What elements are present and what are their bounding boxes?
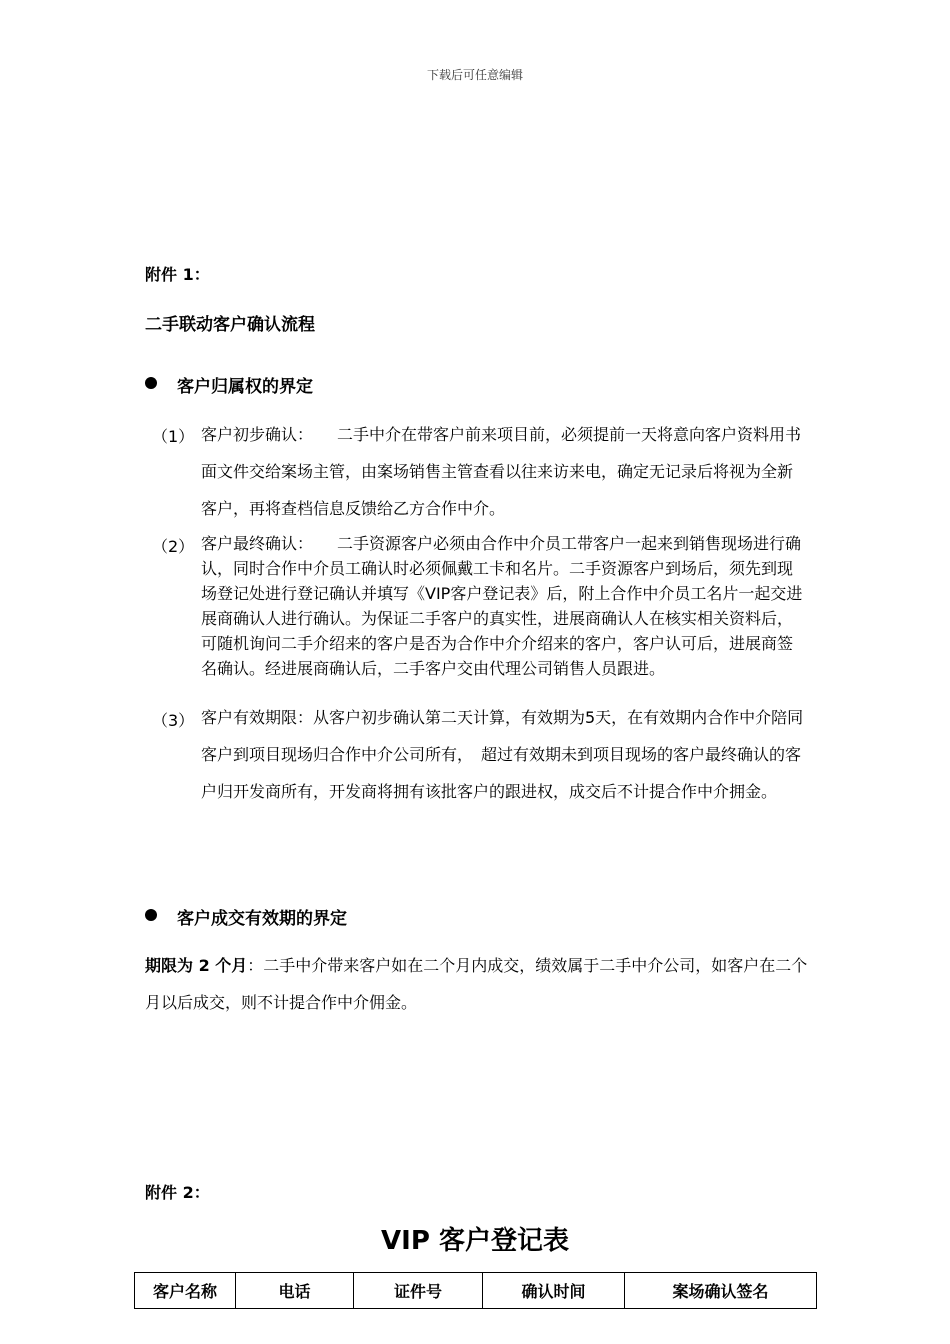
section-heading-ownership: 客户归属权的界定 — [177, 377, 313, 397]
column-header-customer-name: 客户名称 — [135, 1273, 236, 1309]
item-initial-confirmation: 客户初步确认： 二手中介在带客户前来项目前，必须提前一天将意向客户资料用书面文件交给案场主管，由案场销售主管查看以往来访来电，确定无记录后将视为全新客户，再将查档信息反馈给乙方合作中介。 — [201, 425, 802, 518]
section-heading-deal-validity: 客户成交有效期的界定 — [177, 909, 347, 929]
column-header-id-number: 证件号 — [354, 1273, 483, 1309]
item-final-confirmation: 客户最终确认： 二手资源客户必须由合作中介员工带客户一起来到销售现场进行确认，同时合作中介员工确认时必须佩戴工卡和名片。二手资源客户到场后，须先到现场登记处进行登记确认并填写《VIP客户登记表》后，附上合作中介员工名片一起交进展商确认人进行确认。为保证二手客户的真实性，进展商确认人在核实相关资料后，可随机询问二手介绍来的客户是否为合作中介介绍来的客户，客户认可后，进展商签名确认。经进展商确认后，二手客户交由代理公司销售人员跟进。 — [201, 534, 803, 678]
attachment-2-label: 附件 2： — [145, 1183, 210, 1202]
document-title: 二手联动客户确认流程 — [145, 315, 315, 335]
header-note: 下载后可任意编辑 — [426, 68, 523, 82]
bullet-icon — [145, 909, 157, 921]
table-header-row — [135, 1273, 817, 1309]
vip-registration-table — [134, 1272, 817, 1309]
bullet-icon — [145, 377, 157, 389]
deal-validity-lead: 期限为 2 个月 — [145, 956, 248, 975]
attachment-1-label: 附件 1： — [145, 265, 210, 284]
item-validity-period: 客户有效期限：从客户初步确认第二天计算，有效期为5天，在有效期内合作中介陪同客户到项目现场归合作中介公司所有， 超过有效期未到项目现场的客户最终确认的客户归开发商所有，开发商将拥有该批客户的跟进权，成交后不计提合作中介拥金。 — [201, 708, 804, 801]
item-number: （2） — [152, 537, 195, 556]
column-header-confirm-time: 确认时间 — [483, 1273, 625, 1309]
column-header-signature: 案场确认签名 — [625, 1273, 817, 1309]
column-header-phone: 电话 — [236, 1273, 354, 1309]
deal-validity-text: ：二手中介带来客户如在二个月内成交，绩效属于二手中介公司，如客户在二个月以后成交，则不计提合作中介佣金。 — [145, 956, 808, 1012]
item-number: （1） — [152, 427, 195, 446]
form-title: VIP 客户登记表 — [381, 1226, 569, 1256]
item-number: （3） — [152, 711, 195, 730]
deal-validity-paragraph — [145, 947, 809, 1021]
